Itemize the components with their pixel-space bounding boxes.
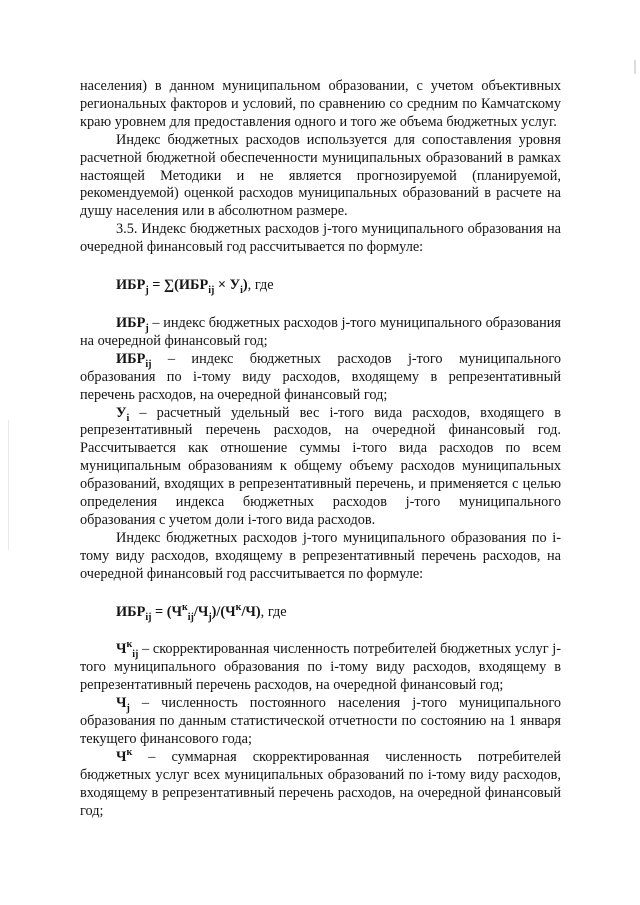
formula-2-end: /Ч) — [241, 603, 261, 620]
definition-ch-k-text: – суммарная скорректированная численность потребителей бюджетных услуг всех муниципальных образований по i-тому виду расходов, входящему в репрезентативный перечень расходов, на очередной финансовый год; — [80, 748, 561, 819]
formula-2-j: j — [208, 611, 212, 623]
formula-2-k2: к — [235, 601, 242, 613]
definition-y-i — [80, 405, 561, 530]
formula-1-eq: = ∑(ИБР — [148, 277, 209, 294]
definition-ibr-j-term: $ИБР_j$ — [116, 314, 149, 334]
definition-ch-k-ij-text: – скорректированная численность потребителей бюджетных услуг j-того муниципального образования по i-тому виду расходов, входящему в репрезентативный перечень расходов, на очередной финансовый год; — [80, 641, 561, 694]
formula-1-close: ) — [242, 277, 248, 294]
definition-ch-j — [80, 695, 561, 749]
paragraph-3: 3.5. Индекс бюджетных расходов j-того муниципального образования на очередной финансовый год рассчитывается по формуле: — [80, 221, 561, 256]
paragraph-4: Индекс бюджетных расходов j-того муниципального образования по i-тому виду расходов, входящему в репрезентативный перечень расходов, на очередной финансовый год рассчитывается по формуле: — [80, 529, 561, 582]
formula-1-y-sub: i — [240, 284, 243, 296]
definition-ibr-ij-text: – индекс бюджетных расходов j-того муниципального образования по i-тому виду расходов, входящему в репрезентативный перечень расходов, на очередной финансовый год; — [80, 350, 561, 403]
formula-2-ij: ij — [187, 611, 194, 623]
scan-corner-mark — [634, 60, 636, 74]
definition-ch-k-ij-term: $Ч^к_{ij}$ — [116, 639, 139, 661]
formula-1-lhs-sub: j — [145, 284, 149, 296]
definition-ibr-ij — [80, 351, 561, 405]
formula-2-slash: /Ч — [193, 603, 209, 620]
definition-ch-j-term: $Ч_j$ — [116, 695, 130, 715]
formula-1-mid-sub: ij — [208, 284, 215, 296]
formula-2-k1: к — [181, 601, 188, 613]
formula-2-tail: , где — [260, 603, 287, 620]
definition-ch-k — [80, 749, 561, 821]
formula-1-lhs: ИБР — [116, 277, 146, 294]
formula-1 — [116, 277, 561, 295]
definition-ch-k-term: $Ч^к$ — [116, 747, 133, 765]
formula-2-mid: )/(Ч — [211, 603, 236, 620]
formula-1-tail: , где — [247, 277, 274, 294]
document-page — [80, 78, 561, 821]
definition-ibr-j-text: – индекс бюджетных расходов j-того муниципального образования на очередной финансовый год; — [80, 314, 561, 349]
formula-2-lhs-sub: ij — [145, 611, 152, 623]
formula-2-lhs: ИБР — [116, 603, 146, 620]
definition-y-i-term: $У_i$ — [116, 404, 130, 424]
paragraph-1: населения) в данном муниципальном образовании, с учетом объективных региональных факторов и условий, по сравнению со средним по Камчатскому краю уровнем для предоставления одного и того же объема бюджетных услуг. — [80, 78, 561, 130]
scan-edge-mark — [8, 420, 9, 550]
formula-2 — [116, 601, 561, 623]
paragraph-2: Индекс бюджетных расходов используется для сопоставления уровня расчетной бюджетной обеспеченности муниципальных образований в рамках настоящей Методики и не является прогнозируемой (планируемой, рекомендуемой) оценкой расходов муниципальных образований в расчете на душу населения или в абсолютном размере. — [80, 131, 561, 220]
definition-ch-k-ij — [80, 641, 561, 695]
formula-1-mult: × У — [214, 277, 241, 294]
formula-2-eq: = (Ч — [151, 603, 182, 620]
definition-ibr-ij-term: $ИБР_{ij}$ — [116, 350, 152, 370]
definition-y-i-text: – расчетный удельный вес i-того вида расходов, входящего в репрезентативный перечень расходов, на очередной финансовый год. Рассчитывается как отношение суммы i-того вида расходов по всем муниципальным образованиям к общему объему расходов муниципальных образований, входящих в репрезентативный перечень, и применяется с целью определения индекса бюджетных расходов j-того муниципального образования с учетом доли i-того вида расходов. — [80, 404, 561, 528]
definition-ch-j-text: – численность постоянного населения j-того муниципального образования по данным статистической отчетности по состоянию на 1 января текущего финансового года; — [80, 695, 561, 747]
definition-ibr-j — [80, 315, 561, 351]
